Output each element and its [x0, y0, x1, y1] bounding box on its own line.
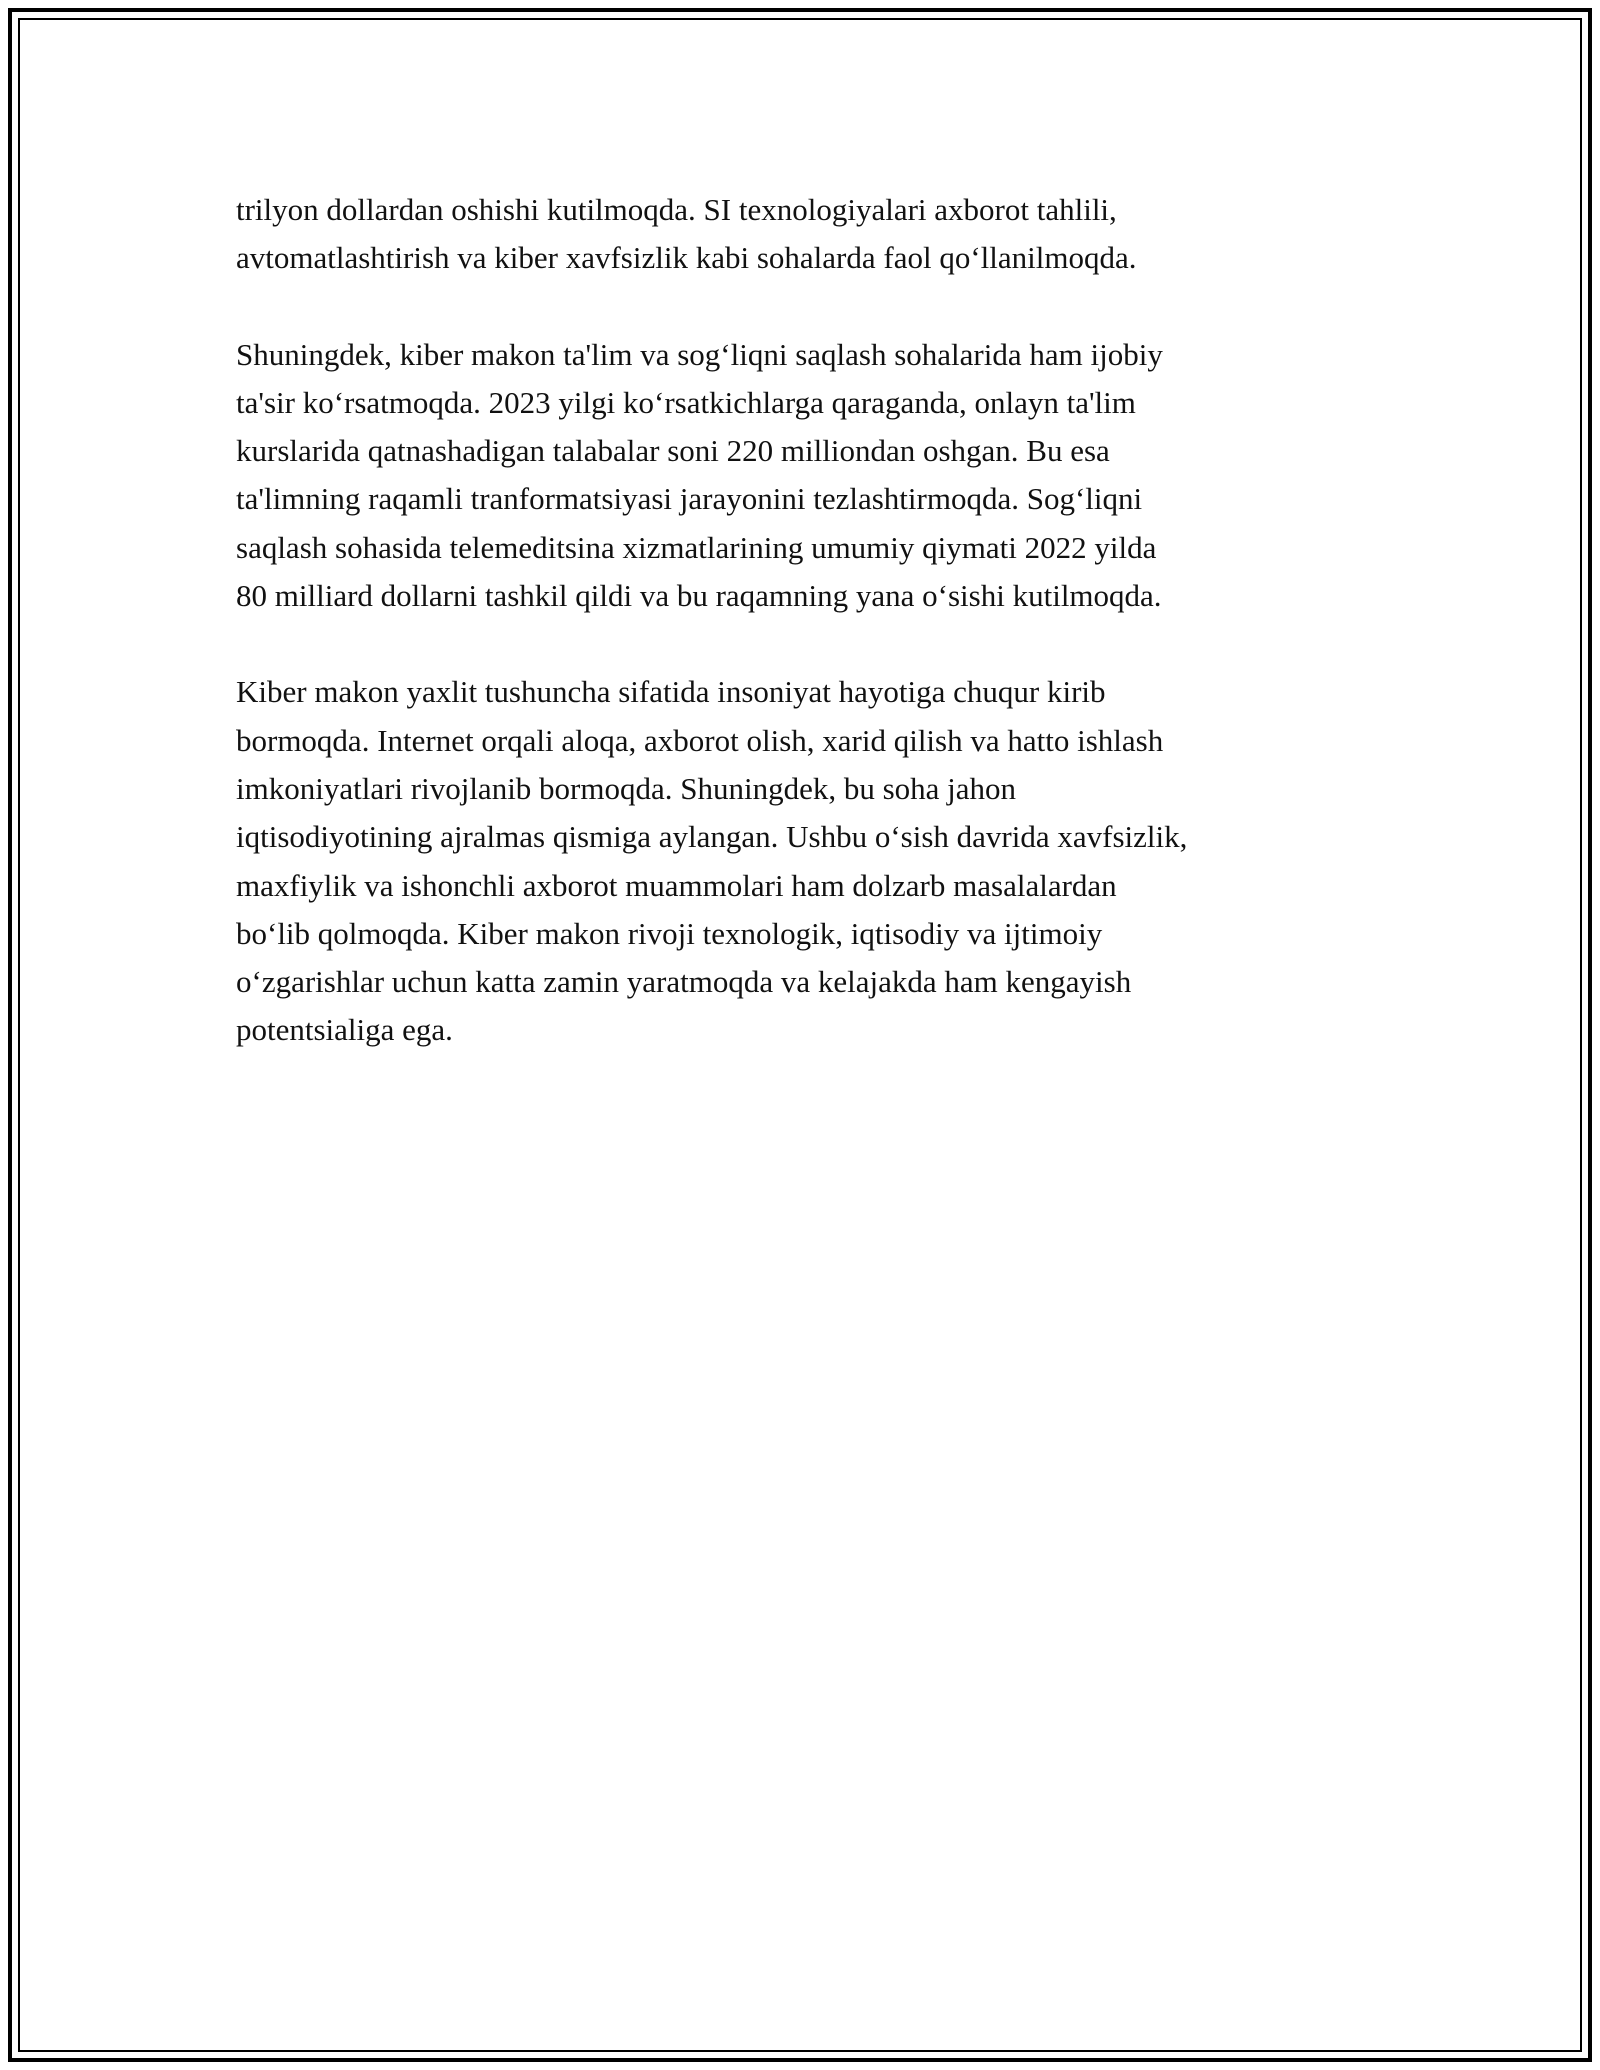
- text-line: avtomatlashtirish va kiber xavfsizlik kabi sohalarda faol qo‘llanilmoqda.: [236, 240, 1137, 276]
- text-line: o‘zgarishlar uchun katta zamin yaratmoqda va kelajakda ham kengayish: [236, 964, 1132, 1000]
- text-line: ta'sir ko‘rsatmoqda. 2023 yilgi ko‘rsatkichlarga qaraganda, onlayn ta'lim: [236, 384, 1136, 420]
- paragraph-2: [236, 331, 1386, 621]
- text-line: bo‘lib qolmoqda. Kiber makon rivoji texnologik, iqtisodiy va ijtimoiy: [236, 915, 1103, 951]
- document-body: [236, 186, 1386, 1103]
- text-line: ta'limning raqamli tranformatsiyasi jarayonini tezlashtirmoqda. Sog‘liqni: [236, 481, 1143, 517]
- text-line: 80 milliard dollarni tashkil qildi va bu raqamning yana o‘sishi kutilmoqda.: [236, 578, 1162, 614]
- text-line: kurslarida qatnashadigan talabalar soni 220 milliondan oshgan. Bu esa: [236, 433, 1110, 469]
- paragraph-3: [236, 668, 1386, 1054]
- text-line: potentsialiga ega.: [236, 1012, 453, 1048]
- text-line: iqtisodiyotining ajralmas qismiga aylangan. Ushbu o‘sish davrida xavfsizlik,: [236, 819, 1188, 855]
- text-line: maxfiylik va ishonchli axborot muammolari ham dolzarb masalalardan: [236, 867, 1117, 903]
- text-line: bormoqda. Internet orqali aloqa, axborot olish, xarid qilish va hatto ishlash: [236, 722, 1164, 758]
- text-line: Kiber makon yaxlit tushuncha sifatida insoniyat hayotiga chuqur kirib: [236, 674, 1106, 710]
- paragraph-1: [236, 186, 1386, 283]
- text-line: trilyon dollardan oshishi kutilmoqda. SI texnologiyalari axborot tahlili,: [236, 192, 1117, 227]
- text-line: Shuningdek, kiber makon ta'lim va sog‘liqni saqlash sohalarida ham ijobiy: [236, 336, 1163, 372]
- text-line: saqlash sohasida telemeditsina xizmatlarining umumiy qiymati 2022 yilda: [236, 529, 1157, 565]
- text-line: imkoniyatlari rivojlanib bormoqda. Shuningdek, bu soha jahon: [236, 770, 1017, 806]
